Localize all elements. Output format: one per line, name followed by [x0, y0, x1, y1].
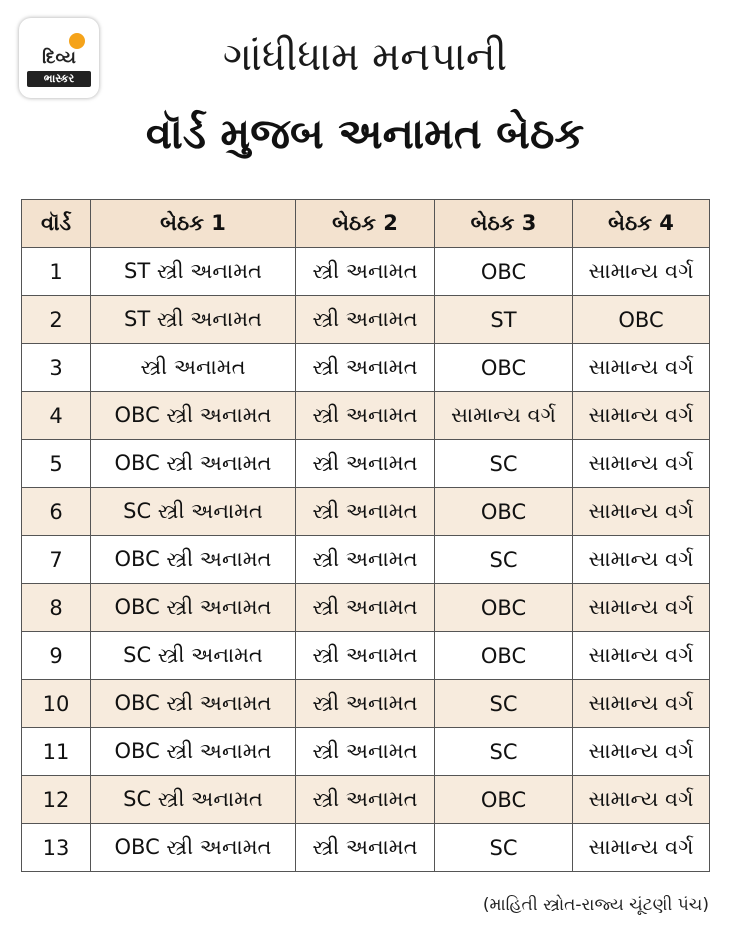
seat-2-cell: સ્ત્રી અનામત — [296, 584, 435, 632]
seat-2-cell: સ્ત્રી અનામત — [296, 488, 435, 536]
table-row — [22, 536, 710, 584]
ward-cell: 5 — [22, 440, 91, 488]
seat-2-cell: સ્ત્રી અનામત — [296, 296, 435, 344]
table-header-row — [22, 200, 710, 248]
seat-4-cell: સામાન્ય વર્ગ — [573, 680, 710, 728]
ward-cell: 9 — [22, 632, 91, 680]
seat-4-cell: OBC — [573, 296, 710, 344]
table-row — [22, 680, 710, 728]
table-row — [22, 440, 710, 488]
logo-line-1: દિવ્ય — [42, 48, 76, 68]
header-ward: વૉર્ડ — [22, 200, 91, 248]
seat-4-cell: સામાન્ય વર્ગ — [573, 488, 710, 536]
seat-2-cell: સ્ત્રી અનામત — [296, 680, 435, 728]
seat-1-cell: SC સ્ત્રી અનામત — [91, 488, 296, 536]
seat-3-cell: OBC — [435, 776, 573, 824]
table-row — [22, 296, 710, 344]
seat-1-cell: SC સ્ત્રી અનામત — [91, 632, 296, 680]
seat-2-cell: સ્ત્રી અનામત — [296, 440, 435, 488]
seat-4-cell: સામાન્ય વર્ગ — [573, 536, 710, 584]
seat-2-cell: સ્ત્રી અનામત — [296, 392, 435, 440]
header-seat-1: બેઠક 1 — [91, 200, 296, 248]
seat-2-cell: સ્ત્રી અનામત — [296, 776, 435, 824]
seat-3-cell: SC — [435, 728, 573, 776]
header-seat-2: બેઠક 2 — [296, 200, 435, 248]
seat-4-cell: સામાન્ય વર્ગ — [573, 776, 710, 824]
ward-cell: 12 — [22, 776, 91, 824]
seat-4-cell: સામાન્ય વર્ગ — [573, 440, 710, 488]
header-seat-3: બેઠક 3 — [435, 200, 573, 248]
ward-cell: 6 — [22, 488, 91, 536]
ward-cell: 11 — [22, 728, 91, 776]
table-row — [22, 584, 710, 632]
ward-cell: 3 — [22, 344, 91, 392]
table-row — [22, 344, 710, 392]
ward-cell: 4 — [22, 392, 91, 440]
seat-2-cell: સ્ત્રી અનામત — [296, 536, 435, 584]
ward-cell: 1 — [22, 248, 91, 296]
seat-1-cell: OBC સ્ત્રી અનામત — [91, 392, 296, 440]
ward-cell: 10 — [22, 680, 91, 728]
seat-4-cell: સામાન્ય વર્ગ — [573, 824, 710, 872]
table-row — [22, 632, 710, 680]
seat-3-cell: OBC — [435, 584, 573, 632]
ward-cell: 2 — [22, 296, 91, 344]
seat-1-cell: OBC સ્ત્રી અનામત — [91, 584, 296, 632]
seat-2-cell: સ્ત્રી અનામત — [296, 632, 435, 680]
seat-4-cell: સામાન્ય વર્ગ — [573, 632, 710, 680]
page-title-line-1: ગાંધીધામ મનપાની — [222, 34, 508, 80]
seat-3-cell: OBC — [435, 344, 573, 392]
seat-3-cell: OBC — [435, 488, 573, 536]
logo-line-2: ભાસ્કર — [27, 71, 91, 87]
ward-cell: 7 — [22, 536, 91, 584]
seat-3-cell: SC — [435, 824, 573, 872]
table-row — [22, 392, 710, 440]
seat-4-cell: સામાન્ય વર્ગ — [573, 728, 710, 776]
seat-1-cell: OBC સ્ત્રી અનામત — [91, 440, 296, 488]
seat-2-cell: સ્ત્રી અનામત — [296, 728, 435, 776]
seat-1-cell: SC સ્ત્રી અનામત — [91, 776, 296, 824]
ward-cell: 13 — [22, 824, 91, 872]
table-row — [22, 776, 710, 824]
table-row — [22, 488, 710, 536]
source-note: (માહિતી સ્ત્રોત-રાજ્ય ચૂંટણી પંચ) — [482, 895, 709, 915]
seat-3-cell: SC — [435, 536, 573, 584]
seat-1-cell: OBC સ્ત્રી અનામત — [91, 536, 296, 584]
seat-4-cell: સામાન્ય વર્ગ — [573, 248, 710, 296]
seat-4-cell: સામાન્ય વર્ગ — [573, 344, 710, 392]
seat-1-cell: OBC સ્ત્રી અનામત — [91, 680, 296, 728]
seat-1-cell: OBC સ્ત્રી અનામત — [91, 824, 296, 872]
seat-3-cell: OBC — [435, 632, 573, 680]
table-row — [22, 248, 710, 296]
seat-1-cell: OBC સ્ત્રી અનામત — [91, 728, 296, 776]
seat-3-cell: OBC — [435, 248, 573, 296]
seat-3-cell: SC — [435, 440, 573, 488]
page-title-line-2: વૉર્ડ મુજબ અનામત બેઠક — [145, 109, 585, 158]
header-seat-4: બેઠક 4 — [573, 200, 710, 248]
seat-2-cell: સ્ત્રી અનામત — [296, 248, 435, 296]
seat-4-cell: સામાન્ય વર્ગ — [573, 584, 710, 632]
seat-1-cell: સ્ત્રી અનામત — [91, 344, 296, 392]
seat-3-cell: સામાન્ય વર્ગ — [435, 392, 573, 440]
seat-1-cell: ST સ્ત્રી અનામત — [91, 248, 296, 296]
seat-3-cell: SC — [435, 680, 573, 728]
seat-2-cell: સ્ત્રી અનામત — [296, 824, 435, 872]
ward-cell: 8 — [22, 584, 91, 632]
seat-1-cell: ST સ્ત્રી અનામત — [91, 296, 296, 344]
reservation-table — [21, 199, 710, 872]
table-row — [22, 728, 710, 776]
table-row — [22, 824, 710, 872]
seat-3-cell: ST — [435, 296, 573, 344]
seat-4-cell: સામાન્ય વર્ગ — [573, 392, 710, 440]
seat-2-cell: સ્ત્રી અનામત — [296, 344, 435, 392]
